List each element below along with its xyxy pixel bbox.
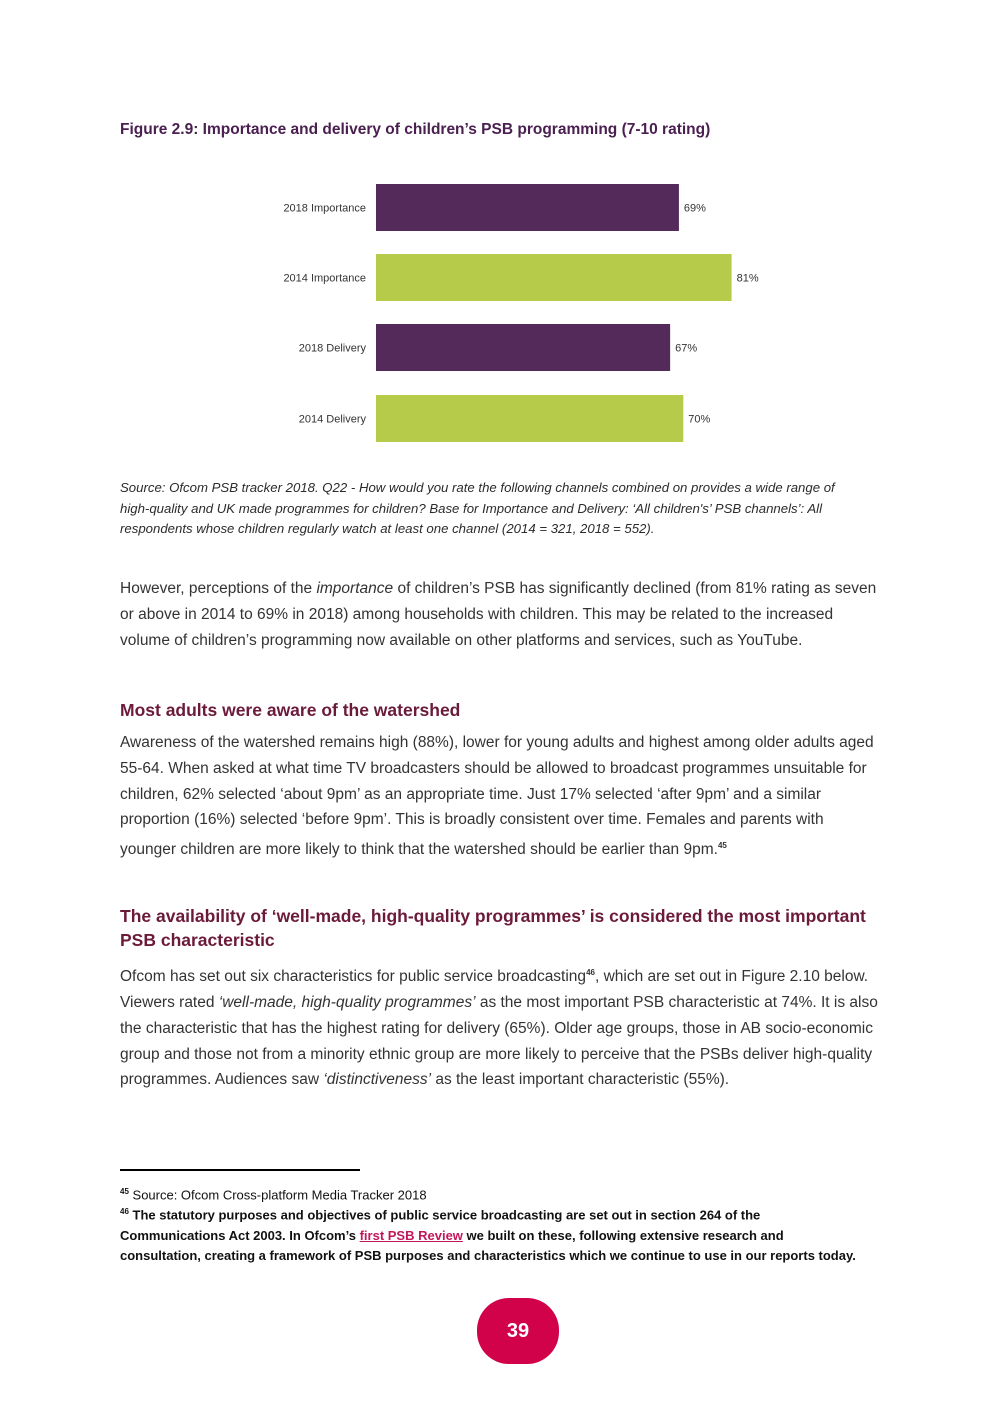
heading-quality: The availability of ‘well-made, high-quality programmes’ is considered the most important PSB characteristic — [120, 906, 866, 950]
bar-2018-importance — [376, 184, 679, 231]
value-label: 81% — [736, 272, 759, 285]
para2-text: Awareness of the watershed remains high (88%), lower for young adults and highest among older adults aged 55-64. When asked at what time TV broadcasters should be allowed to broadcast programmes unsuitable for children, 62% selected ‘about 9pm’ as an appropriate time. Just 17% selected ‘after 9pm’ and a similar proportion (16%) selected ‘before 9pm’. This is broadly consistent over time. Females and parents with younger children are more likely to think that the watershed should be earlier than 9pm. — [120, 734, 874, 859]
footnote-ref-46[interactable]: 46 — [586, 968, 595, 977]
category-label: 2014 Delivery — [298, 413, 366, 426]
para3-a: Ofcom has set out six characteristics for public service broadcasting — [120, 968, 587, 986]
footnote-divider — [120, 1169, 360, 1171]
footnote-46-number: 46 — [120, 1207, 129, 1216]
bar-2014-importance — [376, 254, 732, 301]
footnote-46 — [120, 1202, 860, 1267]
para1-pre: However, perceptions of the — [120, 580, 317, 597]
para1-post: of children’s PSB has significantly declined (from 81% rating as seven or above in 2014 to 69% in 2018) among households with children. This may be related to the increased volume of children’s programming now available on other platforms and services, such as YouTube. — [120, 580, 877, 649]
figure-title: Figure 2.9: Importance and delivery of children’s PSB programming (7-10 rating) — [120, 121, 711, 138]
bar-chart — [0, 0, 992, 470]
footnote-46-text-a: The statutory purposes and objectives of public service broadcasting are set out in section 264 of the Communications Act 2003. In Ofcom’s — [120, 1207, 761, 1243]
value-label: 67% — [675, 342, 698, 355]
value-label: 70% — [688, 413, 711, 426]
para3-emphasis-distinct: ‘distinctiveness’ — [323, 1071, 432, 1089]
para1-emphasis: importance — [316, 580, 394, 597]
paragraph-importance — [120, 576, 880, 653]
para3-emphasis-quality: ‘well-made, high-quality programmes’ — [218, 993, 476, 1011]
bar-2018-delivery — [376, 324, 670, 371]
para3-c: as the most important PSB characteristic at 74%. It is also the characteristic that has the highest rating for delivery (65%). Older age groups, those in AB socio-economic group and those not from a minority ethnic group are more likely to perceive that the PSBs deliver high-quality programmes. Audiences saw — [120, 993, 878, 1089]
para3-d: as the least important characteristic (55%). — [431, 1071, 730, 1089]
footnote-45-text: Source: Ofcom Cross-platform Media Tracker 2018 — [128, 1187, 427, 1203]
paragraph-watershed — [120, 730, 880, 863]
para3-b: , which are set out in Figure 2.10 below. Viewers rated — [120, 968, 869, 1011]
footnote-ref-45[interactable]: 45 — [717, 841, 727, 851]
category-label: 2014 Importance — [283, 272, 366, 285]
category-label: 2018 Delivery — [298, 342, 366, 355]
category-label: 2018 Importance — [283, 202, 366, 215]
page-number-badge: 39 — [477, 1298, 559, 1364]
footnote-46-text-b: we built on these, following extensive research and consultation, creating a framework of PSB purposes and characteristics which we continue to use in our reports today. — [120, 1227, 856, 1264]
bar-2014-delivery — [376, 395, 683, 442]
footnote-45-number: 45 — [120, 1187, 129, 1196]
paragraph-characteristics — [120, 960, 880, 1093]
psb-review-link[interactable]: first PSB Review — [359, 1227, 463, 1243]
heading-watershed: Most adults were aware of the watershed — [120, 700, 461, 720]
source-note: Source: Ofcom PSB tracker 2018. Q22 - How would you rate the following channels combined on provides a wide range of high-quality and UK made programmes for children? Base for Importance and Delivery: ‘All children's’ PSB channels’: All respondents whose children regularly watch at least one channel (2014 = 321, 2018 = 552). — [120, 480, 835, 536]
value-label: 69% — [683, 202, 706, 215]
